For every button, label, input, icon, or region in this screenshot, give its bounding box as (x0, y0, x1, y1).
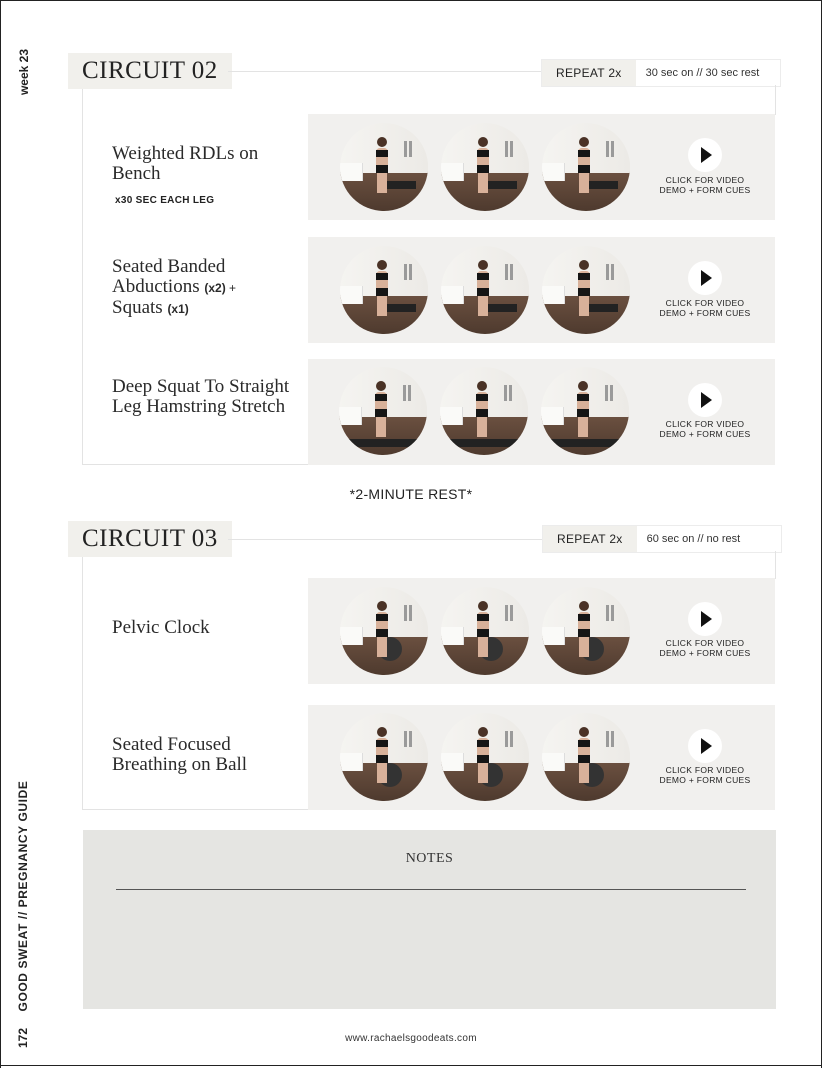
repeat-value: 60 sec on // no rest (646, 533, 741, 545)
exercise-photo (542, 713, 630, 801)
cta-line: DEMO + FORM CUES (659, 429, 751, 439)
circuit-02-repeat (541, 59, 781, 87)
exercise-photo (441, 713, 529, 801)
exercise-name-line: Seated Banded (112, 256, 226, 277)
play-icon[interactable] (688, 729, 722, 763)
exercise-name: Seated Focused Breathing on Ball (112, 734, 248, 775)
exercise-photo (441, 246, 529, 334)
circuit-03-repeat (542, 525, 782, 553)
page-number: 172 (16, 1027, 30, 1049)
footer-url[interactable]: www.rachaelsgoodeats.com (345, 1033, 477, 1044)
rest-instruction: *2-MINUTE REST* (349, 486, 473, 502)
exercise-photo (340, 246, 428, 334)
notes-box[interactable] (83, 830, 776, 1009)
exercise-name: Deep Squat To Straight Leg Hamstring Stretch (112, 376, 290, 417)
repeat-label: REPEAT 2x (542, 60, 636, 86)
guide-title: GOOD SWEAT // PREGNANCY GUIDE (16, 780, 30, 1012)
cta-line: DEMO + FORM CUES (659, 775, 751, 785)
repeat-label: REPEAT 2x (543, 526, 637, 552)
exercise-photo (339, 367, 427, 455)
circuit-03-right-rule (775, 551, 776, 579)
exercise-name (112, 257, 292, 319)
rep-count: (x2) (204, 281, 226, 295)
cta-line: CLICK FOR VIDEO (665, 175, 745, 185)
cta-line: DEMO + FORM CUES (659, 308, 751, 318)
video-demo-link[interactable] (655, 298, 755, 318)
circuit-02-bottom-rule (82, 464, 308, 465)
exercise-name-line (112, 277, 292, 298)
repeat-value: 30 sec on // 30 sec rest (645, 67, 760, 79)
circuit-03-bottom-rule (82, 809, 308, 810)
page-border-left (0, 0, 1, 1068)
exercise-photo (541, 367, 629, 455)
exercise-photo (340, 587, 428, 675)
plus-sign: + (225, 281, 237, 295)
cta-line: CLICK FOR VIDEO (665, 419, 745, 429)
exercise-photo (542, 587, 630, 675)
exercise-photo (542, 246, 630, 334)
exercise-photo (542, 123, 630, 211)
exercise-name-line (112, 298, 292, 319)
play-icon[interactable] (688, 261, 722, 295)
cta-line: DEMO + FORM CUES (659, 185, 751, 195)
notes-title: NOTES (405, 851, 454, 866)
exercise-name: Pelvic Clock (112, 617, 210, 638)
cta-line: CLICK FOR VIDEO (665, 765, 745, 775)
exercise-name-part: Abductions (112, 276, 200, 297)
exercise-photo (441, 123, 529, 211)
exercise-duration: x30 SEC EACH LEG (115, 195, 215, 206)
circuit-02-title: CIRCUIT 02 (68, 53, 232, 89)
play-icon[interactable] (688, 383, 722, 417)
cta-line: DEMO + FORM CUES (659, 648, 751, 658)
circuit-03-left-rule (82, 557, 83, 810)
exercise-photo (340, 713, 428, 801)
exercise-name: Weighted RDLs on Bench (112, 143, 259, 184)
cta-line: CLICK FOR VIDEO (665, 298, 745, 308)
circuit-02-divider (228, 71, 542, 72)
video-demo-link[interactable] (655, 638, 755, 658)
exercise-name-part: Squats (112, 297, 163, 318)
play-icon[interactable] (688, 602, 722, 636)
exercise-photo (441, 587, 529, 675)
page-border-bottom (0, 1065, 822, 1066)
cta-line: CLICK FOR VIDEO (665, 638, 745, 648)
video-demo-link[interactable] (655, 175, 755, 195)
circuit-03-title: CIRCUIT 03 (68, 521, 232, 557)
circuit-02-right-rule (775, 85, 776, 115)
week-label: week 23 (17, 48, 31, 96)
circuit-02-left-rule (82, 89, 83, 465)
play-icon[interactable] (688, 138, 722, 172)
exercise-photo (340, 123, 428, 211)
video-demo-link[interactable] (655, 765, 755, 785)
circuit-03-divider (228, 539, 543, 540)
notes-divider (116, 889, 746, 890)
page-border-top (0, 0, 822, 1)
exercise-photo (440, 367, 528, 455)
video-demo-link[interactable] (655, 419, 755, 439)
rep-count: (x1) (167, 302, 189, 316)
